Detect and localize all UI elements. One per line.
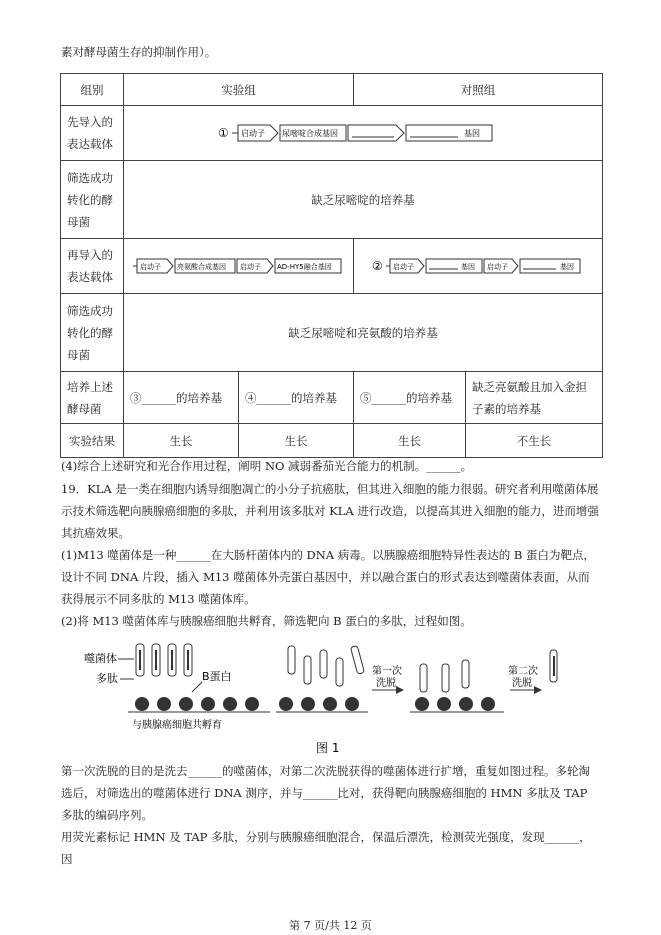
- header-exp: 实验组: [124, 74, 354, 106]
- phage-group-2: [288, 645, 364, 686]
- gene-text: AD-HY5融合基因: [276, 263, 332, 271]
- promoter-text: 启动子: [487, 263, 508, 271]
- wash1-label: 第一次: [372, 666, 402, 677]
- vector-diagram-1: [218, 121, 508, 145]
- row5-c4: ④______的培养基: [239, 372, 354, 424]
- experiment-table: [60, 73, 603, 458]
- paragraph-2: 用荧光素标记 HMN 及 TAP 多肽，分别与胰腺癌细胞混合，保温后漂洗，检测荧光强度，发现______，因: [61, 830, 591, 866]
- question-19-part2: (2)将 M13 噬菌体库与胰腺癌细胞共孵育，筛选靶向 B 蛋白的多肽，过程如图。: [61, 614, 472, 628]
- question-19-intro: 19．KLA 是一类在细胞内诱导细胞凋亡的小分子抗癌肽，但其进入细胞的能力很弱。研究者利用噬菌体展示技术筛选靶向胰腺癌细胞的多肽，并利用该多肽对 KLA 进行改造，以提高其进入细胞的能力，进而增强其抗癌效果。: [61, 482, 599, 540]
- row2-content: 缺乏尿嘧啶的培养基: [124, 161, 603, 239]
- vector-diagram-3: [372, 254, 584, 278]
- row6-r4: 不生长: [466, 424, 603, 458]
- bprotein-label: B蛋白: [202, 670, 232, 683]
- wash2b-label: 洗脱: [512, 678, 532, 689]
- page-footer: 第 7 页/共 12 页: [289, 919, 372, 932]
- cell-row-2: [279, 697, 359, 711]
- row4-content: 缺乏尿嘧啶和亮氨酸的培养基: [124, 294, 603, 372]
- row3-right: [354, 239, 603, 294]
- circle-1: ①: [218, 126, 229, 140]
- vector-diagram-2: [133, 254, 345, 278]
- promoter-text: 启动子: [239, 263, 261, 271]
- cell-row-3: [415, 697, 495, 711]
- row3-left: [124, 239, 354, 294]
- row4-label: 筛选成功转化的酵母菌: [61, 294, 124, 372]
- phage-group-1: [136, 644, 192, 676]
- wash2-label: 第二次: [508, 666, 538, 677]
- incubate-label: 与胰腺癌细胞共孵育: [132, 720, 222, 731]
- row6-r2: 生长: [239, 424, 354, 458]
- header-ctrl: 对照组: [354, 74, 603, 106]
- row6-r3: 生长: [354, 424, 466, 458]
- gene-text: 亮氨酸合成基因: [176, 263, 226, 271]
- gene-text: 基因: [461, 263, 475, 271]
- row5-label: 培养上述酵母菌: [61, 372, 124, 424]
- wash1b-label: 洗脱: [376, 678, 396, 689]
- row1-vector: [124, 106, 603, 161]
- figure-1: [84, 640, 584, 760]
- figure-caption: 图 1: [316, 741, 340, 755]
- row5-c5: ⑤______的培养基: [354, 372, 466, 424]
- row2-label: 筛选成功转化的酵母菌: [61, 161, 124, 239]
- row5-c3: ③______的培养基: [124, 372, 239, 424]
- phage-group-4: [550, 650, 557, 682]
- cell-row-1: [135, 697, 259, 711]
- phage-label: 噬菌体: [84, 652, 117, 665]
- row6-r1: 生长: [124, 424, 239, 458]
- row1-label: 先导入的表达载体: [61, 106, 124, 161]
- arrow-box: [348, 125, 404, 141]
- question-4: (4)综合上述研究和光合作用过程，阐明 NO 减弱番茄光合能力的机制。______。: [61, 459, 473, 473]
- promoter-text: 启动子: [241, 129, 265, 138]
- row3-label: 再导入的表达载体: [61, 239, 124, 294]
- circle-2: ②: [372, 259, 383, 273]
- phage-group-3: [420, 660, 469, 692]
- gene2-suffix: 基因: [464, 129, 480, 138]
- row5-c6: 缺乏亮氨酸且加入金担子素的培养基: [466, 372, 603, 424]
- gene-text: 基因: [560, 263, 574, 271]
- question-19-part1: (1)M13 噬菌体是一种______在大肠杆菌体内的 DNA 病毒。以胰腺癌细胞特异性表达的 B 蛋白为靶点，设计不同 DNA 片段，插入 M13 噬菌体外壳蛋白基因中，并以融合蛋白的形式表达到噬菌体表面，从而获得展示不同多肽的 M13 噬菌体库。: [61, 548, 596, 606]
- header-group: 组别: [61, 74, 124, 106]
- paragraph-1: 第一次洗脱的目的是洗去______的噬菌体，对第二次洗脱获得的噬菌体进行扩增，重复如图过程。多轮淘选后，对筛选出的噬菌体进行 DNA 测序，并与______比对，获得靶向胰腺癌细胞的 HMN 多肽及 TAP 多肽的编码序列。: [61, 764, 590, 822]
- row6-label: 实验结果: [61, 424, 124, 458]
- top-line: 素对酵母菌生存的抑制作用）。: [61, 45, 217, 59]
- promoter-text: 启动子: [139, 263, 161, 271]
- peptide-label: 多肽: [96, 672, 118, 685]
- gene1-text: 尿嘧啶合成基因: [282, 129, 338, 138]
- promoter-text: 启动子: [393, 263, 414, 271]
